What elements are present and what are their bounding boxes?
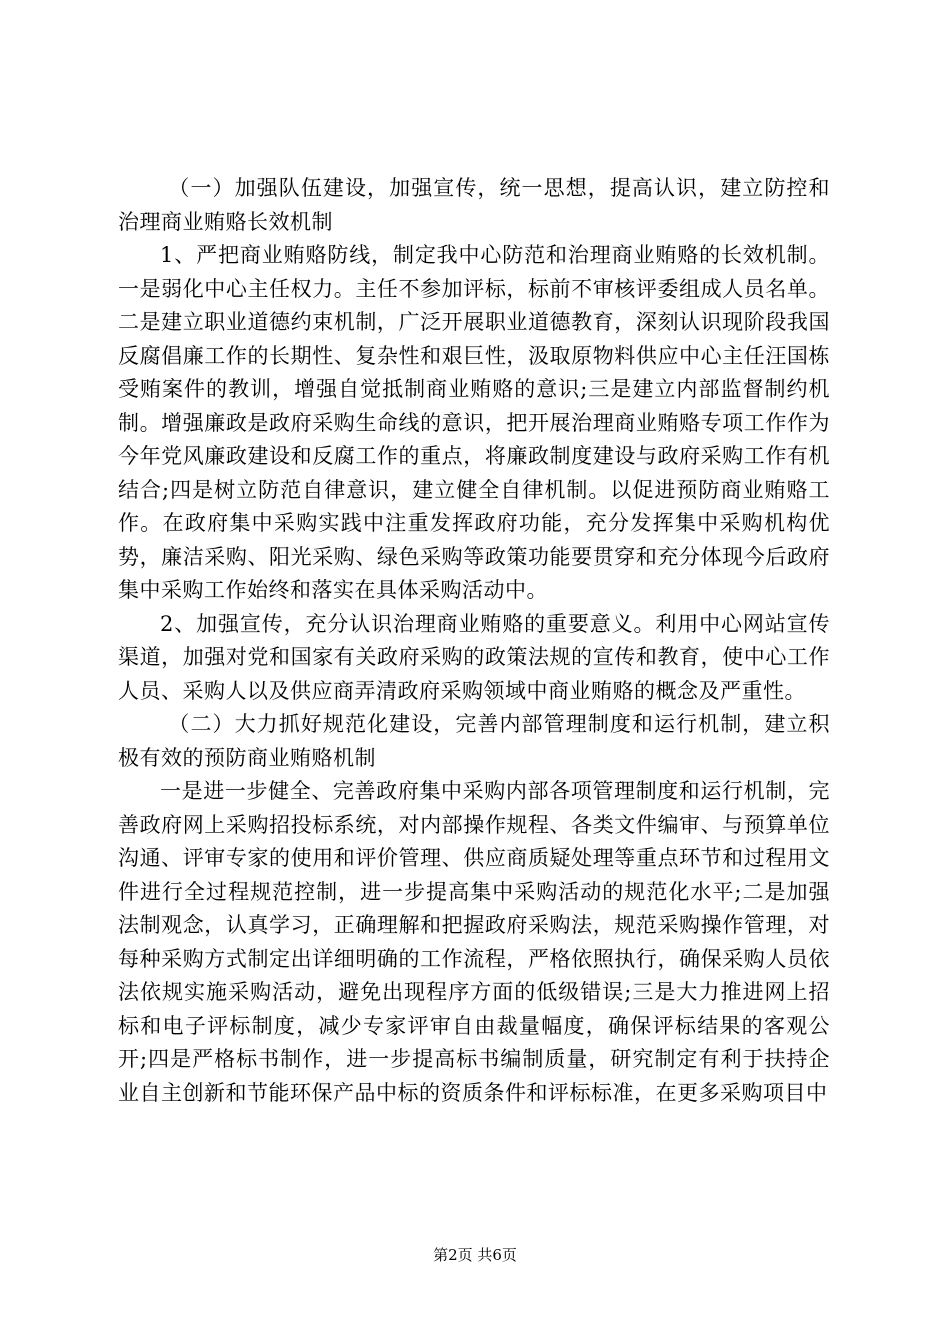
section-heading-one: （一）加强队伍建设，加强宣传，统一思想，提高认识，建立防控和治理商业贿赂长效机制 (118, 176, 830, 234)
section-heading-two: （二）大力抓好规范化建设，完善内部管理制度和运行机制，建立积极有效的预防商业贿赂机制 (118, 712, 830, 770)
document-body (118, 172, 830, 1110)
paragraph-item-1: 1、严把商业贿赂防线，制定我中心防范和治理商业贿赂的长效机制。一是弱化中心主任权力。主任不参加评标，标前不审核评委组成人员名单。二是建立职业道德约束机制，广泛开展职业道德教育，深刻认识现阶段我国反腐倡廉工作的长期性、复杂性和艰巨性，汲取原物料供应中心主任汪国栋受贿案件的教训，增强自觉抵制商业贿赂的意识;三是建立内部监督制约机制。增强廉政是政府采购生命线的意识，把开展治理商业贿赂专项工作作为今年党风廉政建设和反腐工作的重点，将廉政制度建设与政府采购工作有机结合;四是树立防范自律意识，建立健全自律机制。以促进预防商业贿赂工作。在政府集中采购实践中注重发挥政府功能，充分发挥集中采购机构优势，廉洁采购、阳光采购、绿色采购等政策功能要贯穿和充分体现今后政府集中采购工作始终和落实在具体采购活动中。 (118, 243, 830, 602)
page-number-footer: 第2页 共6页 (433, 1246, 517, 1264)
paragraph-item-2: 2、加强宣传，充分认识治理商业贿赂的重要意义。利用中心网站宣传渠道，加强对党和国家有关政府采购的政策法规的宣传和教育，使中心工作人员、采购人以及供应商弄清政府采购领域中商业贿赂的概念及严重性。 (118, 611, 830, 703)
paragraph-measures: 一是进一步健全、完善政府集中采购内部各项管理制度和运行机制，完善政府网上采购招投标系统，对内部操作规程、各类文件编审、与预算单位沟通、评审专家的使用和评价管理、供应商质疑处理等重点环节和过程用文件进行全过程规范控制，进一步提高集中采购活动的规范化水平;二是加强法制观念，认真学习，正确理解和把握政府采购法，规范采购操作管理，对每种采购方式制定出详细明确的工作流程，严格依照执行，确保采购人员依法依规实施采购活动，避免出现程序方面的低级错误;三是大力推进网上招标和电子评标制度，减少专家评审自由裁量幅度，确保评标结果的客观公开;四是严格标书制作，进一步提高标书编制质量，研究制定有利于扶持企业自主创新和节能环保产品中标的资质条件和评标标准，在更多采购项目中 (118, 779, 830, 1105)
